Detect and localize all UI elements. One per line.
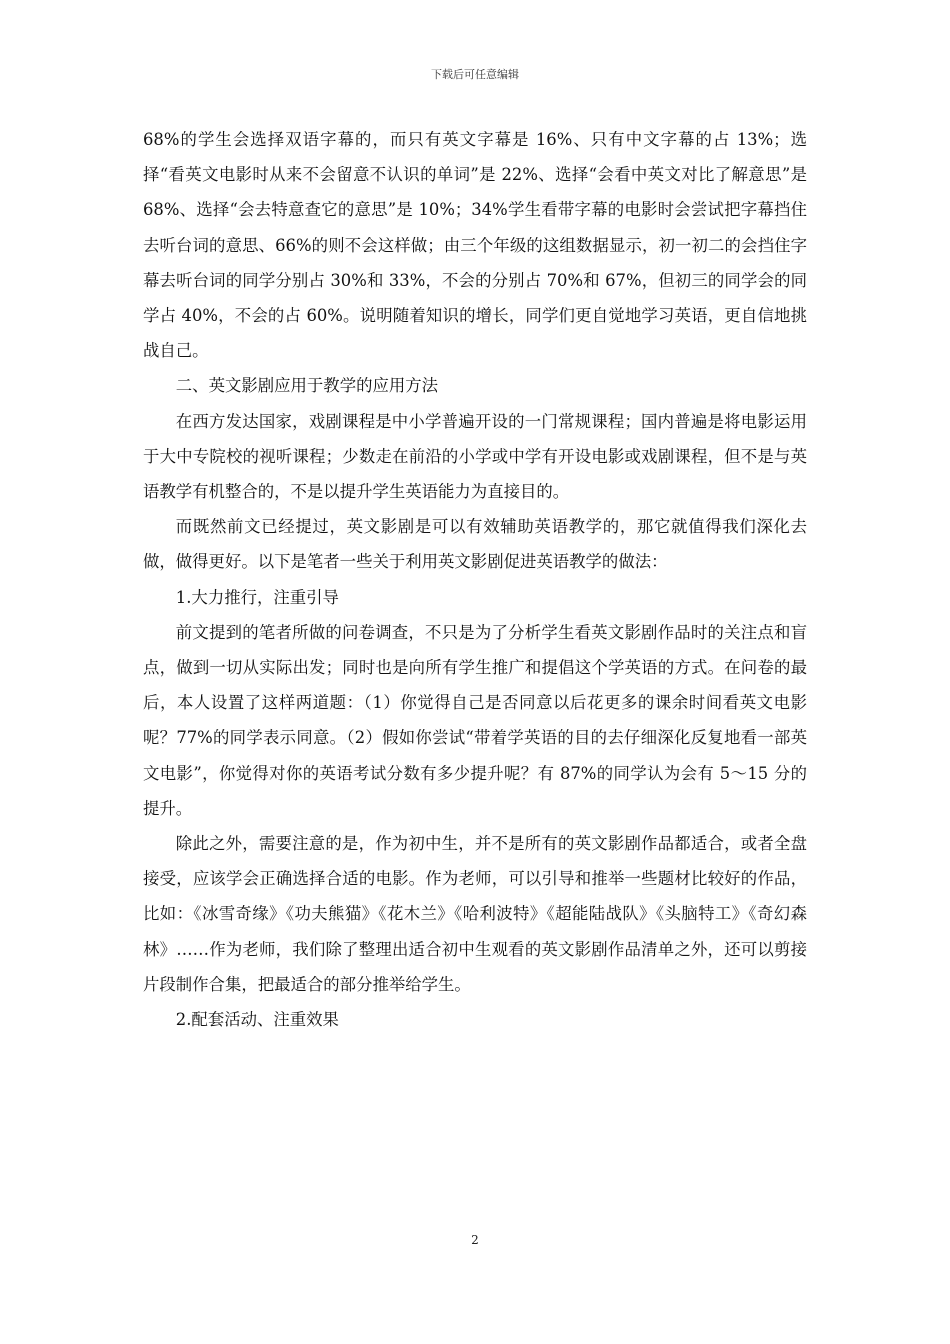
page-header: 下载后可任意编辑 [431,68,519,81]
paragraph-questionnaire: 前文提到的笔者所做的问卷调查，不只是为了分析学生看英文影剧作品时的关注点和盲点，做到一切从实际出发；同时也是向所有学生推广和提倡这个学英语的方式。在问卷的最后，本人设置了这样两道题：（1）你觉得自己是否同意以后花更多的课余时间看英文电影呢？77%的同学表示同意。（2）假如你尝试“带着学英语的目的去仔细深化反复地看一部英文电影”，你觉得对你的英语考试分数有多少提升呢？有 87%的同学认为会有 5～15 分的提升。 [143,622,807,818]
subheading-promote-guide: 1.大力推行，注重引导 [175,587,339,607]
section-heading-methods: 二、英文影剧应用于教学的应用方法 [175,376,439,396]
paragraph-deepen-practice: 而既然前文已经提过，英文影剧是可以有效辅助英语教学的，那它就值得我们深化去做，做得更好。以下是笔者一些关于利用英文影剧促进英语教学的做法： [143,517,807,572]
subheading-activities: 2.配套活动、注重效果 [175,1010,339,1030]
document-body [143,122,807,1037]
paragraph-western-countries: 在西方发达国家，戏剧课程是中小学普遍开设的一门常规课程；国内普遍是将电影运用于大中专院校的视听课程；少数走在前沿的小学或中学有开设电影或戏剧课程，但不是与英语教学有机整合的，不是以提升学生英语能力为直接目的。 [143,411,807,502]
page-number: 2 [471,1233,479,1247]
paragraph-survey-results: 68%的学生会选择双语字幕的，而只有英文字幕是 16%、只有中文字幕的占 13%；选择“看英文电影时从来不会留意不认识的单词”是 22%、选择“会看中英文对比了解意思”是 68%、选择“会去特意查它的意思”是 10%；34%学生看带字幕的电影时会尝试把字幕挡住去听台词的意思、66%的则不会这样做；由三个年级的这组数据显示，初一初二的会挡住字幕去听台词的同学分别占 30%和 33%，不会的分别占 70%和 67%，但初三的同学会的同学占 40%，不会的占 60%。说明随着知识的增长，同学们更自觉地学习英语，更自信地挑战自己。 [143,130,807,361]
paragraph-film-selection: 除此之外，需要注意的是，作为初中生，并不是所有的英文影剧作品都适合，或者全盘接受，应该学会正确选择合适的电影。作为老师，可以引导和推举一些题材比较好的作品，比如：《冰雪奇缘》《功夫熊猫》《花木兰》《哈利波特》《超能陆战队》《头脑特工》《奇幻森林》……作为老师，我们除了整理出适合初中生观看的英文影剧作品清单之外，还可以剪接片段制作合集，把最适合的部分推举给学生。 [143,834,807,994]
